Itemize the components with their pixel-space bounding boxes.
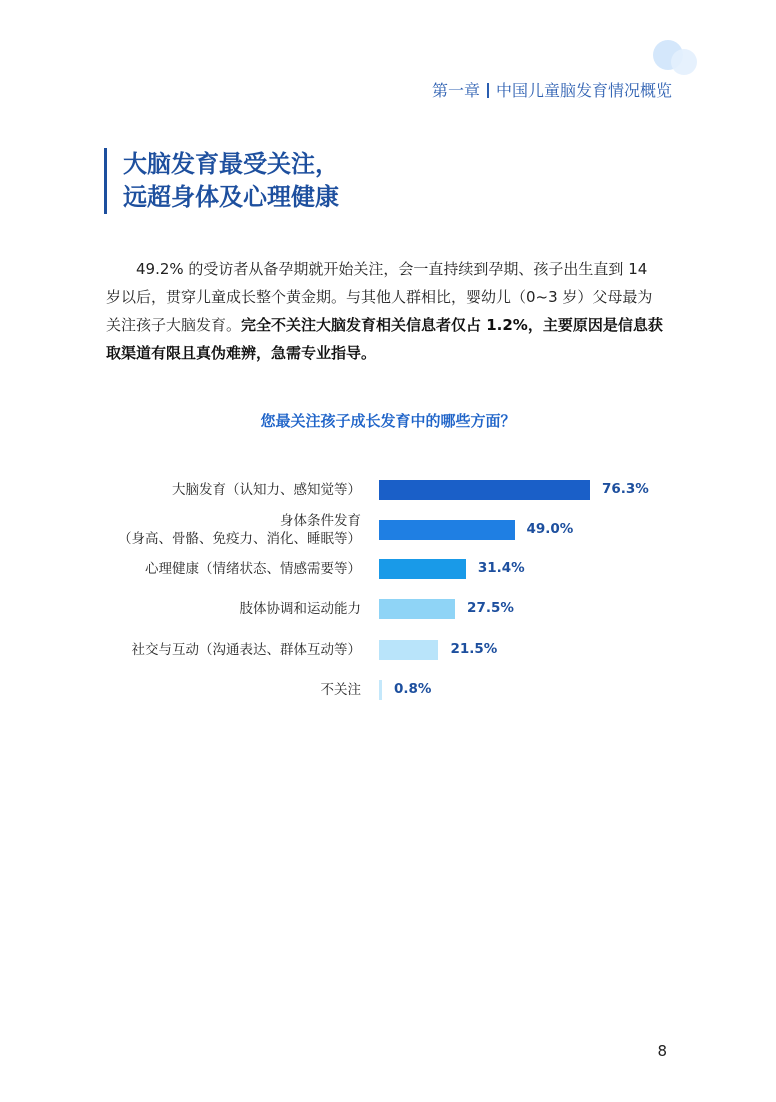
paragraph-bold-text: 完全不关注大脑发育相关信息者仅占 1.2%，主要原因是信息获取渠道有限且真伪难辨，急需专业指导。 <box>106 316 663 362</box>
category-label-line: （身高、骨骼、免疫力、消化、睡眠等） <box>118 531 361 547</box>
value-label: 27.5% <box>467 600 514 616</box>
bar <box>379 599 455 619</box>
bar <box>379 480 590 500</box>
body-paragraph <box>106 255 666 367</box>
header-divider <box>487 83 489 98</box>
bar <box>379 559 466 579</box>
page-number: 8 <box>657 1042 667 1060</box>
value-label: 21.5% <box>450 641 498 657</box>
category-label-line: 社交与互动（沟通表达、群体互动等） <box>131 642 361 658</box>
value-label: 49.0% <box>526 521 574 537</box>
category-label-line: 肢体协调和运动能力 <box>239 601 361 617</box>
category-label <box>321 681 362 699</box>
category-label-line: 不关注 <box>320 682 361 698</box>
bar <box>379 680 382 700</box>
chapter-header <box>432 78 672 101</box>
value-label: 76.3% <box>602 481 649 497</box>
category-label <box>118 512 361 548</box>
paragraph-normal-text: 49.2% 的受访者从备孕期就开始关注，会一直持续到孕期、孩子出生直到 14 岁以后，贯穿儿童成长整个黄金期。与其他人群相比，婴幼儿（0~3 岁）父母最为关注孩子大脑发育。 <box>106 260 653 334</box>
chapter-label: 第一章 <box>431 81 480 100</box>
category-label-line: 心理健康（情绪状态、情感需要等） <box>145 561 361 577</box>
category-label-line: 身体条件发育 <box>280 513 361 529</box>
title-line-2: 远超身体及心理健康 <box>123 183 339 211</box>
chart-title: 您最关注孩子成长发育中的哪些方面？ <box>260 412 516 430</box>
decor-circle <box>671 49 697 75</box>
chapter-section: 中国儿童脑发育情况概览 <box>495 81 672 100</box>
category-label-line: 大脑发育（认知力、感知觉等） <box>172 482 361 498</box>
title-line-1: 大脑发育最受关注， <box>123 150 339 178</box>
value-label: 0.8% <box>394 681 432 697</box>
category-label <box>145 560 361 578</box>
bar <box>379 520 515 540</box>
section-title <box>104 148 339 214</box>
category-label <box>132 641 362 659</box>
value-label: 31.4% <box>477 560 525 576</box>
category-label <box>172 481 361 499</box>
category-label <box>240 600 362 618</box>
bar <box>379 640 438 660</box>
